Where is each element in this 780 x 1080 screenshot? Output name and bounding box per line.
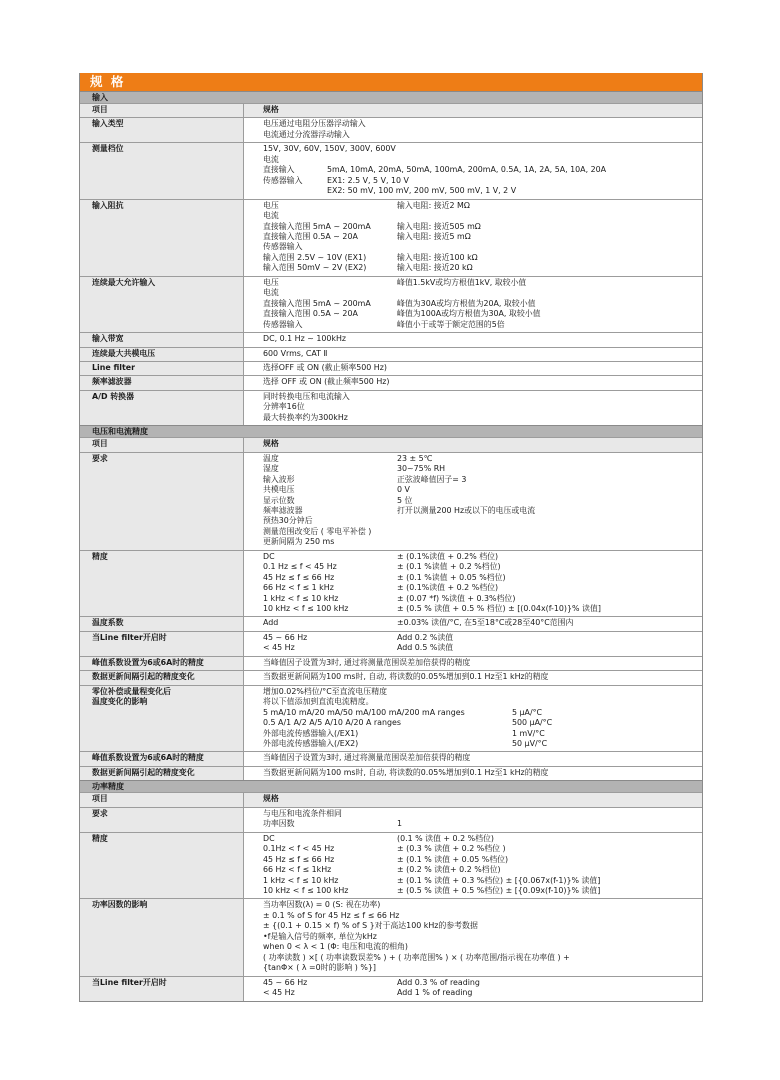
spec-line xyxy=(263,349,698,359)
spec-line xyxy=(263,363,698,373)
spec-line xyxy=(263,475,698,485)
spec-line-value: ± (0.07 *f) %读值 + 0.3%档位) xyxy=(397,593,516,603)
table-row xyxy=(80,375,702,389)
item-label: 精度 xyxy=(80,833,244,899)
spec-value xyxy=(244,453,702,550)
spec-line-label: •f是输入信号的频率, 单位为kHz xyxy=(263,931,377,941)
spec-line-label: ± {(0.1 + 0.15 × f) % of S }对于高达100 kHz的参考数据 xyxy=(263,921,478,931)
spec-line-label: 600 Vrms, CAT Ⅱ xyxy=(263,348,328,358)
spec-line-label: 传感器输入 xyxy=(263,242,303,252)
spec-line-label: Add xyxy=(263,618,279,628)
spec-line xyxy=(263,708,698,718)
spec-line xyxy=(263,552,698,562)
spec-line-label: DC xyxy=(263,833,275,843)
spec-line-label: 增加0.02%档位/°C至直流电压精度 xyxy=(263,686,387,696)
spec-line-label: ± 0.1 % of S for 45 Hz ≤ f ≤ 66 Hz xyxy=(263,910,400,920)
spec-line-value: 23 ± 5℃ xyxy=(397,453,433,463)
item-label: 零位补偿或量程变化后 温度变化的影响 xyxy=(80,686,244,752)
item-label: 输入阻抗 xyxy=(80,200,244,276)
table-row xyxy=(80,276,702,332)
spec-value xyxy=(244,833,702,899)
spec-line-value: ± (0.1 % 读值 + 0.3 %档位) ± [{0.067x(f-1)}% 读值] xyxy=(397,875,601,885)
spec-line-label: 0.1 Hz ≤ f < 45 Hz xyxy=(263,562,337,572)
spec-line-label: 45 Hz ≤ f ≤ 66 Hz xyxy=(263,572,335,582)
spec-line xyxy=(263,527,698,537)
item-label: 测量档位 xyxy=(80,143,244,198)
spec-line-label: 输入波形 xyxy=(263,474,295,484)
spec-line xyxy=(263,942,698,952)
spec-value xyxy=(244,899,702,975)
spec-line-label: 10 kHz < f ≤ 100 kHz xyxy=(263,886,349,895)
spec-line-label: DC xyxy=(263,551,275,561)
spec-line-label: 分辨率16位 xyxy=(263,402,305,412)
spec-line-label: 功率因数 xyxy=(263,819,295,829)
spec-value xyxy=(244,200,702,276)
spec-line-label: < 45 Hz xyxy=(263,988,295,998)
spec-line xyxy=(263,562,698,572)
spec-line xyxy=(263,119,698,129)
spec-line-label: {tanΦ× ( λ =0时的影响 ) %}] xyxy=(263,963,376,973)
item-label: 数据更新间隔引起的精度变化 xyxy=(80,767,244,780)
spec-line-value: ± (0.1%读值 + 0.2% 档位) xyxy=(397,551,499,561)
spec-line-value: ± (0.5 % 读值 + 0.5 % 档位) ± [(0.04x(f-10)}% 读值] xyxy=(397,604,601,614)
table-row xyxy=(80,616,702,630)
spec-line-label: 同时转换电压和电流输入 xyxy=(263,391,350,401)
item-label: 连续最大共模电压 xyxy=(80,348,244,361)
spec-line xyxy=(263,932,698,942)
item-label: 功率因数的影响 xyxy=(80,899,244,975)
spec-line xyxy=(263,865,698,875)
spec-line xyxy=(263,413,698,423)
spec-line-label: 将以下值添加到直流电流精度。 xyxy=(263,697,374,707)
spec-line-value: Add 0.5 %读值 xyxy=(397,643,454,653)
spec-value xyxy=(244,617,702,630)
spec-line-value: 峰值为100A或均方根值为30A, 取较小值 xyxy=(397,309,541,319)
spec-line xyxy=(263,739,698,749)
table-row xyxy=(80,751,702,765)
spec-line xyxy=(263,753,698,763)
table-row xyxy=(80,117,702,142)
spec-line xyxy=(263,464,698,474)
spec-line-label: when 0 < λ < 1 (Φ: 电压和电流的相角) xyxy=(263,942,408,952)
spec-line-label: 选择OFF 或 ON (截止频率500 Hz) xyxy=(263,362,387,372)
spec-line xyxy=(263,516,698,526)
spec-line xyxy=(263,963,698,973)
spec-line-value: 30~75% RH xyxy=(397,464,446,474)
spec-line xyxy=(263,278,698,288)
spec-line xyxy=(263,573,698,583)
spec-line-label: 外部电流传感器输入(/EX1) xyxy=(263,728,359,738)
spec-line xyxy=(263,253,698,263)
table-row xyxy=(80,332,702,346)
spec-line-label: 电流 xyxy=(263,154,279,164)
spec-line xyxy=(263,186,698,196)
spec-line xyxy=(263,697,698,707)
spec-line xyxy=(263,583,698,593)
page-title: 规 格 xyxy=(80,73,702,91)
table-row xyxy=(80,199,702,276)
spec-line-label: 直接输入 xyxy=(263,165,295,175)
spec-line-label: 输入范围 2.5V ~ 10V (EX1) xyxy=(263,252,367,262)
spec-line-label: 直接输入范围 5mA ~ 200mA xyxy=(263,221,371,231)
spec-line xyxy=(263,819,698,829)
spec-line-label: 电压 xyxy=(263,200,279,210)
item-label: 频率滤波器 xyxy=(80,376,244,389)
item-label: 精度 xyxy=(80,551,244,617)
spec-line-label: 当峰值因子设置为3时, 通过将测量范围误差加倍获得的精度 xyxy=(263,753,471,763)
spec-line-label: 15V, 30V, 60V, 150V, 300V, 600V xyxy=(263,144,396,154)
spec-line-label: 规格 xyxy=(263,439,279,449)
item-label: 输入类型 xyxy=(80,118,244,142)
spec-line-value: EX1: 2.5 V, 5 V, 10 V xyxy=(327,175,409,185)
section-header: 功率精度 xyxy=(80,780,702,792)
spec-line-value: 输入电阻: 接近2 MΩ xyxy=(397,200,470,210)
spec-value xyxy=(244,767,702,780)
item-label: 峰值系数设置为6或6A时的精度 xyxy=(80,657,244,670)
spec-line-value: ± (0.1 % 读值 + 0.05 %档位) xyxy=(397,854,509,864)
spec-line xyxy=(263,201,698,211)
spec-line-value: 5 位 xyxy=(397,495,413,505)
spec-line xyxy=(263,309,698,319)
spec-line xyxy=(263,320,698,330)
spec-line xyxy=(263,921,698,931)
spec-value xyxy=(244,104,702,117)
table-header-row xyxy=(80,792,702,806)
table-row xyxy=(80,361,702,375)
spec-line-label: 直接输入范围 0.5A ~ 20A xyxy=(263,309,358,319)
table-row xyxy=(80,670,702,684)
spec-line-value: ± (0.3 % 读值 + 0.2 %档位 ) xyxy=(397,844,506,854)
item-label: 要求 xyxy=(80,453,244,550)
item-label: 项目 xyxy=(80,793,244,806)
spec-line-label: 传感器输入 xyxy=(263,175,303,185)
spec-line-label: 湿度 xyxy=(263,464,279,474)
spec-value xyxy=(244,657,702,670)
spec-line-value: ± (0.1%读值 + 0.2 %档位) xyxy=(397,583,499,593)
spec-line xyxy=(263,911,698,921)
table-row xyxy=(80,832,702,899)
spec-line xyxy=(263,643,698,653)
spec-value xyxy=(244,686,702,752)
spec-line-label: 电流 xyxy=(263,288,279,298)
spec-line-label: 当功率因数(λ) = 0 (S: 视在功率) xyxy=(263,900,381,910)
spec-line-label: 电压 xyxy=(263,277,279,287)
spec-value xyxy=(244,118,702,142)
spec-line xyxy=(263,855,698,865)
spec-line-label: 10 kHz < f ≤ 100 kHz xyxy=(263,604,349,614)
spec-line-label: < 45 Hz xyxy=(263,643,295,653)
spec-value xyxy=(244,793,702,806)
spec-value xyxy=(244,277,702,332)
spec-line-label: 频率滤波器 xyxy=(263,505,303,515)
spec-line-label: 规格 xyxy=(263,794,279,804)
spec-line xyxy=(263,377,698,387)
spec-line-label: 66 Hz < f ≤ 1kHz xyxy=(263,865,332,875)
spec-line-value: 通过电阻分压器浮动输入 xyxy=(278,119,366,129)
spec-line-label: 1 kHz < f ≤ 10 kHz xyxy=(263,875,339,885)
table-row xyxy=(80,347,702,361)
spec-line-value: 峰值小于或等于额定范围的5倍 xyxy=(397,319,505,329)
spec-line-label: 45 ~ 66 Hz xyxy=(263,977,308,987)
spec-value xyxy=(244,632,702,656)
table-header-row xyxy=(80,437,702,451)
table-row xyxy=(80,766,702,780)
spec-line-label: 0.1Hz < f < 45 Hz xyxy=(263,844,335,854)
spec-line-value: 输入电阻: 接近505 mΩ xyxy=(397,221,481,231)
spec-line-label: 直接输入范围 0.5A ~ 20A xyxy=(263,231,358,241)
table-row xyxy=(80,656,702,670)
spec-line-value: 5 μA/°C xyxy=(512,707,543,717)
spec-sections xyxy=(80,91,702,1001)
section-header: 电压和电流精度 xyxy=(80,425,702,437)
spec-line-label: 当数据更新间隔为100 ms时, 自动, 将读数的0.05%增加到0.1 Hz至1 kHz的精度 xyxy=(263,672,549,682)
spec-line xyxy=(263,718,698,728)
spec-value xyxy=(244,438,702,451)
spec-line-value: 1 xyxy=(397,819,403,829)
spec-line xyxy=(263,633,698,643)
spec-line-label: 电流 xyxy=(263,211,279,221)
item-label: Line filter xyxy=(80,362,244,375)
spec-line-value: ± (0.5 % 读值 + 0.5 %档位) ± [{0.09x(f-10)}% 读值] xyxy=(397,886,601,895)
spec-line xyxy=(263,288,698,298)
spec-line-value: ± (0.2 % 读值+ 0.2 %档位) xyxy=(397,865,501,875)
spec-line xyxy=(263,594,698,604)
spec-line xyxy=(263,242,698,252)
spec-sheet xyxy=(79,73,703,1002)
table-row xyxy=(80,550,702,617)
spec-line-label xyxy=(263,186,327,196)
spec-value xyxy=(244,671,702,684)
spec-line-value: 打开以测量200 Hz或以下的电压或电流 xyxy=(397,505,536,515)
spec-value xyxy=(244,333,702,346)
spec-line-label: 温度 xyxy=(263,453,279,463)
item-label: 峰值系数设置为6或6A时的精度 xyxy=(80,752,244,765)
spec-line-label: 外部电流传感器输入(/EX2) xyxy=(263,739,359,749)
spec-line-value: 峰值1.5kV或均方根值1kV, 取较小值 xyxy=(397,277,527,287)
spec-line-value: 正弦波峰值因子= 3 xyxy=(397,474,467,484)
spec-line xyxy=(263,144,698,154)
spec-line-value: 通过分流器浮动输入 xyxy=(278,129,350,139)
spec-value xyxy=(244,977,702,1001)
spec-line-label: 更新间隔为 250 ms xyxy=(263,537,335,547)
spec-line-label: 输入范围 50mV ~ 2V (EX2) xyxy=(263,263,367,273)
spec-line xyxy=(263,988,698,998)
spec-line xyxy=(263,232,698,242)
spec-line xyxy=(263,454,698,464)
spec-line-label: 显示位数 xyxy=(263,495,295,505)
spec-line xyxy=(263,130,698,140)
spec-line-value: 输入电阻: 接近20 kΩ xyxy=(397,263,473,273)
spec-line-value: ±0.03% 读值/°C, 在5至18°C或28至40°C范围内 xyxy=(397,618,574,628)
spec-line xyxy=(263,809,698,819)
spec-line-label: 45 ~ 66 Hz xyxy=(263,632,308,642)
spec-line xyxy=(263,978,698,988)
spec-line xyxy=(263,794,698,804)
spec-line-value: ± (0.1 %读值 + 0.05 %档位) xyxy=(397,572,506,582)
spec-line-value: Add 0.2 %读值 xyxy=(397,632,454,642)
spec-line-label: 传感器输入 xyxy=(263,319,303,329)
spec-line-label: DC, 0.1 Hz ~ 100kHz xyxy=(263,334,347,344)
spec-value xyxy=(244,362,702,375)
spec-value xyxy=(244,391,702,425)
table-row xyxy=(80,898,702,975)
spec-line-label: 45 Hz ≤ f ≤ 66 Hz xyxy=(263,854,335,864)
spec-value xyxy=(244,808,702,832)
spec-line xyxy=(263,299,698,309)
item-label: 连续最大允许输入 xyxy=(80,277,244,332)
spec-line-label: 直接输入范围 5mA ~ 200mA xyxy=(263,298,371,308)
item-label: 温度系数 xyxy=(80,617,244,630)
spec-line xyxy=(263,506,698,516)
item-label: A/D 转换器 xyxy=(80,391,244,425)
spec-line xyxy=(263,672,698,682)
spec-line xyxy=(263,876,698,886)
spec-line-label: ( 功率读数 ) ×[ ( 功率读数误差% ) + ( 功率范围% ) × ( 功率范围/指示视在功率值 ) + xyxy=(263,952,570,962)
spec-line-value: 50 μV/°C xyxy=(512,739,548,749)
spec-line-label: 共模电压 xyxy=(263,485,295,495)
table-header-row xyxy=(80,103,702,117)
spec-line-value: Add 0.3 % of reading xyxy=(397,977,480,987)
spec-line-label: 1 kHz < f ≤ 10 kHz xyxy=(263,593,339,603)
table-row xyxy=(80,390,702,425)
spec-line-value: Add 1 % of reading xyxy=(397,988,473,998)
spec-line xyxy=(263,222,698,232)
item-label: 输入带宽 xyxy=(80,333,244,346)
spec-line xyxy=(263,658,698,668)
item-label: 要求 xyxy=(80,808,244,832)
spec-line-label: 66 Hz < f ≤ 1 kHz xyxy=(263,583,334,593)
spec-line-label: 预热30分钟后 xyxy=(263,516,313,526)
spec-line xyxy=(263,263,698,273)
spec-line xyxy=(263,165,698,175)
table-row xyxy=(80,807,702,832)
spec-line xyxy=(263,604,698,614)
spec-line xyxy=(263,886,698,896)
spec-line xyxy=(263,900,698,910)
spec-line-label: 0.5 A/1 A/2 A/5 A/10 A/20 A ranges xyxy=(263,718,401,728)
spec-line-label: 5 mA/10 mA/20 mA/50 mA/100 mA/200 mA ranges xyxy=(263,707,465,717)
spec-value xyxy=(244,348,702,361)
spec-line-label: 电压 xyxy=(263,119,279,129)
spec-value xyxy=(244,752,702,765)
item-label: 项目 xyxy=(80,104,244,117)
spec-line-label: 电流 xyxy=(263,129,279,139)
spec-line xyxy=(263,402,698,412)
section-header: 输入 xyxy=(80,91,702,103)
spec-value xyxy=(244,551,702,617)
spec-value xyxy=(244,376,702,389)
item-label: 数据更新间隔引起的精度变化 xyxy=(80,671,244,684)
spec-line-value: 500 μA/°C xyxy=(512,718,553,728)
spec-line-value: (0.1 % 读值 + 0.2 %档位) xyxy=(397,833,494,843)
spec-line xyxy=(263,834,698,844)
table-row xyxy=(80,142,702,198)
spec-line xyxy=(263,439,698,449)
spec-line-value: 输入电阻: 接近100 kΩ xyxy=(397,252,478,262)
spec-line xyxy=(263,105,698,115)
spec-value xyxy=(244,143,702,198)
spec-line-label: 测量范围改变后 ( 零电平补偿 ) xyxy=(263,526,372,536)
spec-line xyxy=(263,729,698,739)
spec-line-value: 输入电阻: 接近5 mΩ xyxy=(397,231,471,241)
table-row xyxy=(80,452,702,550)
spec-line-value: EX2: 50 mV, 100 mV, 200 mV, 500 mV, 1 V, 2 V xyxy=(327,186,517,196)
spec-line-label: 与电压和电流条件相同 xyxy=(263,808,342,818)
table-row xyxy=(80,685,702,752)
spec-line-label: 选择 OFF 或 ON (截止频率500 Hz) xyxy=(263,377,390,387)
spec-line-label: 当数据更新间隔为100 ms时, 自动, 将读数的0.05%增加到0.1 Hz至1 kHz的精度 xyxy=(263,767,549,777)
spec-line-value: ± (0.1 %读值 + 0.2 %档位) xyxy=(397,562,501,572)
spec-line xyxy=(263,155,698,165)
spec-line-value: 峰值为30A或均方根值为20A, 取较小值 xyxy=(397,298,536,308)
spec-line xyxy=(263,392,698,402)
spec-line xyxy=(263,485,698,495)
item-label: 当Line filter开启时 xyxy=(80,632,244,656)
spec-line xyxy=(263,768,698,778)
spec-line-label: 当峰值因子设置为3时, 通过将测量范围误差加倍获得的精度 xyxy=(263,657,471,667)
table-row xyxy=(80,631,702,656)
spec-line xyxy=(263,211,698,221)
spec-line xyxy=(263,496,698,506)
spec-line-label: 规格 xyxy=(263,105,279,114)
spec-line xyxy=(263,537,698,547)
spec-line-value: 5mA, 10mA, 20mA, 50mA, 100mA, 200mA, 0.5A, 1A, 2A, 5A, 10A, 20A xyxy=(327,165,607,175)
spec-line xyxy=(263,334,698,344)
table-row xyxy=(80,976,702,1001)
spec-line xyxy=(263,618,698,628)
spec-line xyxy=(263,953,698,963)
spec-line xyxy=(263,687,698,697)
spec-line-value: 1 mV/°C xyxy=(512,728,545,738)
item-label: 项目 xyxy=(80,438,244,451)
item-label: 当Line filter开启时 xyxy=(80,977,244,1001)
spec-line xyxy=(263,176,698,186)
spec-line-value: 0 V xyxy=(397,485,410,495)
spec-line xyxy=(263,844,698,854)
spec-line-label: 最大转换率约为300kHz xyxy=(263,412,348,422)
